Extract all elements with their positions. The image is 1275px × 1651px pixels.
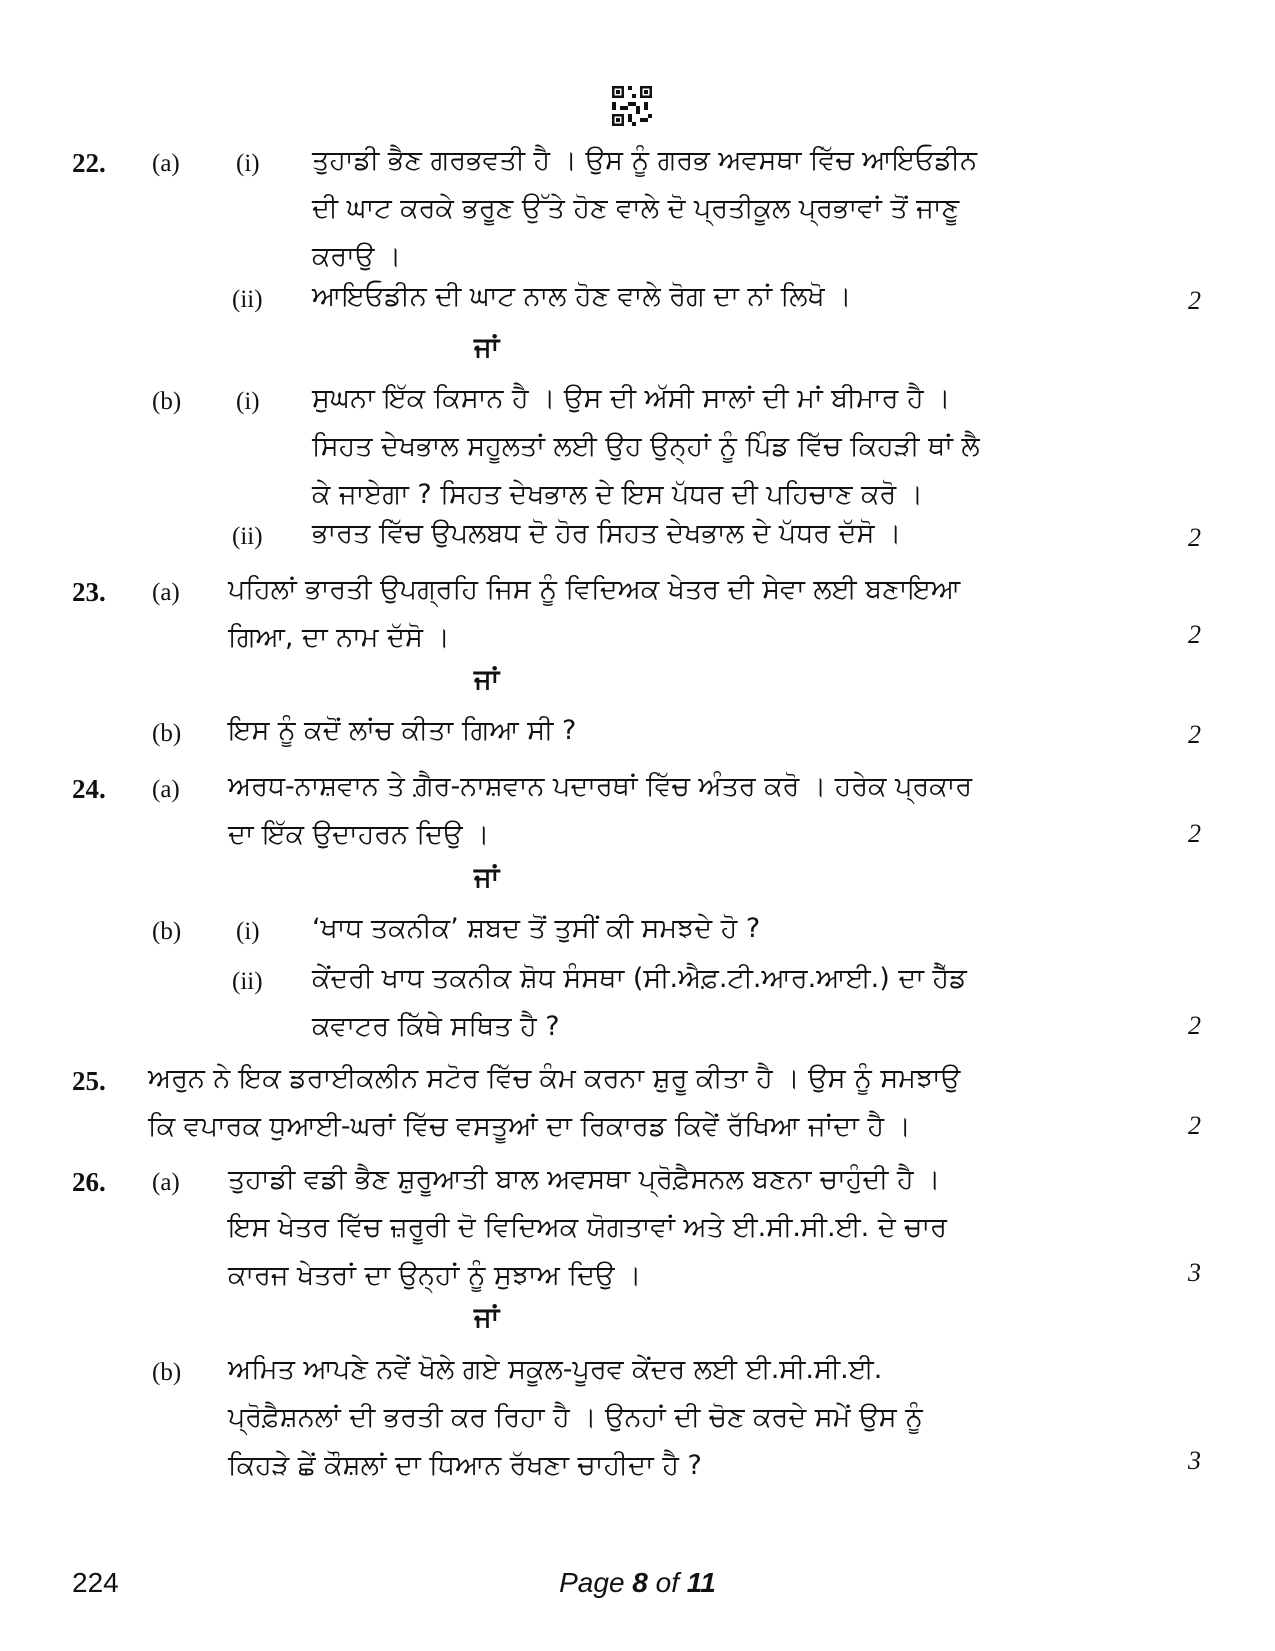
question-number: 23.	[72, 577, 106, 607]
page-number: Page 8 of 11	[559, 1567, 716, 1598]
part-label: (a)	[152, 150, 180, 177]
question-text: ਤੁਹਾਡੀ ਵਡੀ ਭੈਣ ਸ਼ੁਰੂਆਤੀ ਬਾਲ ਅਵਸਥਾ ਪ੍ਰੋਫ਼ੈਸਨਲ ਬਣਨਾ ਚਾਹੁੰਦੀ ਹੈ । ਇਸ ਖੇਤਰ ਵਿੱਚ ਜ਼ਰੂਰੀ ਦੋ ਵਿਦਿਅਕ ਯੋਗਤਾਵਾਂ ਅਤੇ ਈ.ਸੀ.ਸੀ.ਈ. ਦੇ ਚਾਰ ਕਾਰਜ ਖੇਤਰਾਂ ਦਾ ਉਨ੍ਹਾਂ ਨੂੰ ਸੁਝਾਅ ਦਿਉ ।	[228, 1164, 947, 1291]
question-number: 26.	[72, 1167, 106, 1197]
marks: 2	[1188, 620, 1201, 649]
subpart-label: (i)	[236, 918, 260, 945]
subpart-label: (i)	[236, 150, 260, 177]
part-label: (b)	[152, 388, 182, 415]
question-text: ਪਹਿਲਾਂ ਭਾਰਤੀ ਉਪਗ੍ਰਹਿ ਜਿਸ ਨੂੰ ਵਿਦਿਅਕ ਖੇਤਰ ਦੀ ਸੇਵਾ ਲਈ ਬਣਾਇਆ ਗਿਆ, ਦਾ ਨਾਮ ਦੱਸੋ ।	[228, 574, 961, 653]
question-text: ਅਰੁਨ ਨੇ ਇਕ ਡਰਾਈਕਲੀਨ ਸਟੋਰ ਵਿੱਚ ਕੰਮ ਕਰਨਾ ਸ਼ੁਰੂ ਕੀਤਾ ਹੈ । ਉਸ ਨੂੰ ਸਮਝਾਉ ਕਿ ਵਪਾਰਕ ਧੁਆਈ-ਘਰਾਂ ਵਿੱਚ ਵਸਤੂਆਂ ਦਾ ਰਿਕਾਰਡ ਕਿਵੇਂ ਰੱਖਿਆ ਜਾਂਦਾ ਹੈ ।	[148, 1063, 961, 1142]
or-separator: ਜਾਂ	[474, 1302, 500, 1333]
part-label: (b)	[152, 1359, 182, 1386]
marks: 2	[1188, 1011, 1201, 1040]
paper-code: 224	[72, 1567, 119, 1598]
marks: 2	[1188, 1111, 1201, 1140]
question-number: 22.	[72, 148, 106, 178]
question-text: ਤੁਹਾਡੀ ਭੈਣ ਗਰਭਵਤੀ ਹੈ । ਉਸ ਨੂੰ ਗਰਭ ਅਵਸਥਾ ਵਿੱਚ ਆਇਓਡੀਨ ਦੀ ਘਾਟ ਕਰਕੇ ਭਰੂਣ ਉੱਤੇ ਹੋਣ ਵਾਲੇ ਦੋ ਪ੍ਰਤੀਕੂਲ ਪ੍ਰਭਾਵਾਂ ਤੋਂ ਜਾਣੂ ਕਰਾਉ ।	[312, 145, 977, 272]
marks: 2	[1188, 819, 1201, 848]
marks: 2	[1188, 523, 1201, 552]
question-text: ਅਰਧ-ਨਾਸ਼ਵਾਨ ਤੇ ਗ਼ੈਰ-ਨਾਸ਼ਵਾਨ ਪਦਾਰਥਾਂ ਵਿੱਚ ਅੰਤਰ ਕਰੋ । ਹਰੇਕ ਪ੍ਰਕਾਰ ਦਾ ਇੱਕ ਉਦਾਹਰਨ ਦਿਉ ।	[228, 771, 973, 850]
question-number: 25.	[72, 1066, 106, 1096]
question-text: ਸੁਘਨਾ ਇੱਕ ਕਿਸਾਨ ਹੈ । ਉਸ ਦੀ ਅੱਸੀ ਸਾਲਾਂ ਦੀ ਮਾਂ ਬੀਮਾਰ ਹੈ । ਸਿਹਤ ਦੇਖਭਾਲ ਸਹੂਲਤਾਂ ਲਈ ਉਹ ਉਨ੍ਹਾਂ ਨੂੰ ਪਿੰਡ ਵਿੱਚ ਕਿਹੜੀ ਥਾਂ ਲੈ ਕੇ ਜਾਏਗਾ ? ਸਿਹਤ ਦੇਖਭਾਲ ਦੇ ਇਸ ਪੱਧਰ ਦੀ ਪਹਿਚਾਣ ਕਰੋ ।	[312, 383, 980, 510]
question-text: ਭਾਰਤ ਵਿੱਚ ਉਪਲਬਧ ਦੋ ਹੋਰ ਸਿਹਤ ਦੇਖਭਾਲ ਦੇ ਪੱਧਰ ਦੱਸੋ ।	[312, 518, 902, 549]
or-separator: ਜਾਂ	[474, 332, 500, 363]
question-text: ਕੇਂਦਰੀ ਖਾਧ ਤਕਨੀਕ ਸ਼ੋਧ ਸੰਸਥਾ (ਸੀ.ਐਫ਼.ਟੀ.ਆਰ.ਆਈ.) ਦਾ ਹੈੱਡ ਕਵਾਟਰ ਕਿੱਥੇ ਸਥਿਤ ਹੈ ?	[312, 963, 967, 1042]
marks: 2	[1188, 286, 1201, 315]
or-separator: ਜਾਂ	[474, 664, 500, 695]
part-label: (a)	[152, 776, 180, 803]
marks: 3	[1188, 1446, 1201, 1475]
part-label: (b)	[152, 918, 182, 945]
question-text: ‘ਖਾਧ ਤਕਨੀਕ’ ਸ਼ਬਦ ਤੋਂ ਤੁਸੀਂ ਕੀ ਸਮਝਦੇ ਹੋ ?	[312, 913, 761, 944]
question-text: ਆਇਓਡੀਨ ਦੀ ਘਾਟ ਨਾਲ ਹੋਣ ਵਾਲੇ ਰੋਗ ਦਾ ਨਾਂ ਲਿਖੋ ।	[312, 281, 852, 312]
marks: 3	[1188, 1258, 1201, 1287]
or-separator: ਜਾਂ	[474, 862, 500, 893]
question-number: 24.	[72, 774, 106, 804]
subpart-label: (ii)	[232, 968, 263, 995]
question-text: ਇਸ ਨੂੰ ਕਦੋਂ ਲਾਂਚ ਕੀਤਾ ਗਿਆ ਸੀ ?	[228, 715, 577, 746]
part-label: (a)	[152, 1169, 180, 1196]
subpart-label: (ii)	[232, 523, 263, 550]
subpart-label: (i)	[236, 388, 260, 415]
marks: 2	[1188, 720, 1201, 749]
subpart-label: (ii)	[232, 286, 263, 313]
part-label: (a)	[152, 579, 180, 606]
qr-code-icon	[612, 86, 652, 126]
part-label: (b)	[152, 720, 182, 747]
question-text: ਅਮਿਤ ਆਪਣੇ ਨਵੇਂ ਖੋਲੇ ਗਏ ਸਕੂਲ-ਪੂਰਵ ਕੇਂਦਰ ਲਈ ਈ.ਸੀ.ਸੀ.ਈ. ਪ੍ਰੋਫ਼ੈਸ਼ਨਲਾਂ ਦੀ ਭਰਤੀ ਕਰ ਰਿਹਾ ਹੈ । ਉਨਹਾਂ ਦੀ ਚੋਣ ਕਰਦੇ ਸਮੇਂ ਉਸ ਨੂੰ ਕਿਹੜੇ ਛੇਂ ਕੌਸ਼ਲਾਂ ਦਾ ਧਿਆਨ ਰੱਖਣਾ ਚਾਹੀਦਾ ਹੈ ?	[228, 1354, 923, 1481]
